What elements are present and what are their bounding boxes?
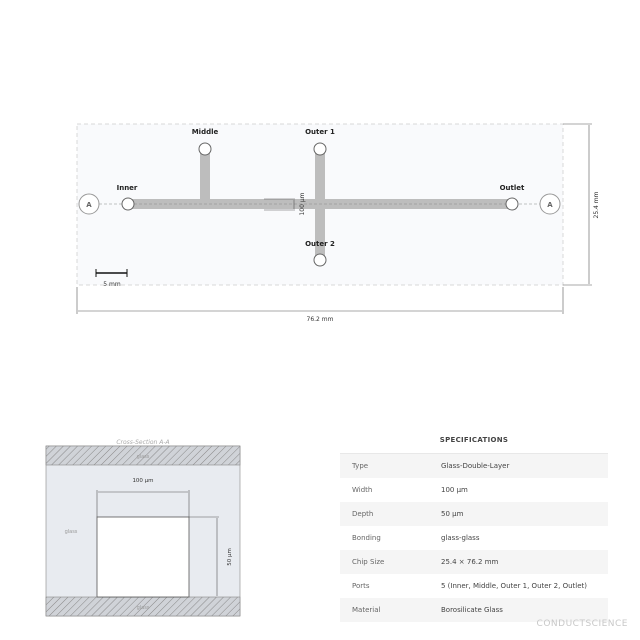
spec-key: Ports	[352, 582, 370, 590]
label-outer1: Outer 1	[305, 128, 335, 136]
spec-row	[340, 478, 608, 502]
spec-row	[340, 454, 608, 478]
width-label: 100 µm	[299, 192, 306, 216]
cs-width-label: 100 µm	[132, 478, 154, 484]
spec-row	[340, 526, 608, 550]
cs-depth-label: 50 µm	[227, 548, 233, 566]
length-dimension: 76.2 mm	[306, 316, 334, 323]
spec-key: Material	[352, 606, 381, 614]
section-marker-right-label: A	[547, 201, 553, 209]
cross-section	[46, 439, 240, 616]
height-dimension: 25.4 mm	[593, 191, 600, 219]
port-inner[interactable]	[122, 198, 134, 210]
port-middle[interactable]	[199, 143, 211, 155]
specifications-title: SPECIFICATIONS	[340, 430, 608, 454]
spec-key: Bonding	[352, 534, 381, 542]
glass-side-label: glass	[64, 529, 78, 535]
channel-profile	[97, 517, 189, 597]
spec-value: 100 µm	[441, 486, 468, 494]
spec-value: 5 (Inner, Middle, Outer 1, Outer 2, Outlet)	[441, 582, 587, 590]
specifications-table	[340, 430, 608, 622]
label-middle: Middle	[191, 128, 219, 136]
spec-key: Depth	[352, 510, 374, 518]
spec-row	[340, 550, 608, 574]
spec-value: Glass-Double-Layer	[441, 462, 510, 470]
cross-section-title: Cross-Section A-A	[116, 439, 170, 446]
port-outer1[interactable]	[314, 143, 326, 155]
glass-top-label: glass	[136, 454, 150, 460]
spec-key: Width	[352, 486, 373, 494]
spec-value: glass-glass	[441, 534, 480, 542]
spec-value: Borosilicate Glass	[441, 606, 503, 614]
glass-bottom-label: glass	[136, 605, 150, 611]
spec-row	[340, 574, 608, 598]
scale-label: 5 mm	[103, 281, 121, 288]
label-inner: Inner	[116, 184, 138, 192]
label-outer2: Outer 2	[305, 240, 335, 248]
watermark-logo: CONDUCTSCIENCE	[536, 619, 628, 629]
spec-key: Type	[352, 462, 369, 470]
section-marker-left-label: A	[86, 201, 92, 209]
spec-value: 25.4 × 76.2 mm	[441, 558, 499, 566]
spec-row	[340, 502, 608, 526]
spec-key: Chip Size	[352, 558, 385, 566]
port-outlet[interactable]	[506, 198, 518, 210]
port-outer2[interactable]	[314, 254, 326, 266]
spec-value: 50 µm	[441, 510, 464, 518]
label-outlet: Outlet	[499, 184, 525, 192]
